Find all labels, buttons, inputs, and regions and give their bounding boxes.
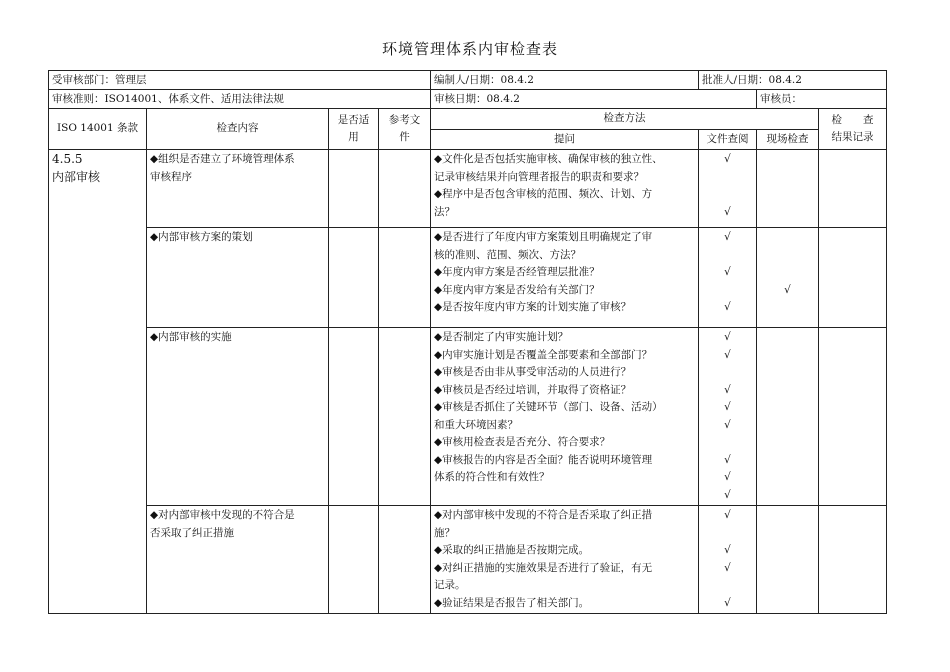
applicable-cell: [329, 506, 379, 614]
check-content-line: ◆组织是否建立了环境管理体系: [150, 153, 295, 165]
question-line: 记录。: [434, 579, 466, 591]
header-row-1: [49, 71, 887, 90]
question-line: [434, 487, 695, 505]
question-line: 记录审核结果并向管理者报告的职责和要求？: [434, 170, 644, 183]
question-line: ◆是否制定了内审实施计划？: [434, 331, 569, 343]
check-mark: [760, 151, 815, 169]
clause-cell: [49, 150, 147, 614]
question-line: ◆内审实施计划是否覆盖全部要素和全部部门？: [434, 348, 653, 361]
check-mark: [760, 329, 815, 347]
check-content-line: ◆对内部审核中发现的不符合是: [150, 509, 295, 521]
col-result-header: 检 查 结果记录: [819, 109, 887, 150]
check-mark: [702, 364, 753, 382]
auditor: 审核员：: [757, 90, 887, 109]
col-reference-header: 参考文 件: [379, 109, 431, 150]
applicable-cell: [329, 228, 379, 328]
question-line: ◆是否进行了年度内审方案策划且明确规定了审: [434, 231, 653, 243]
question-line: 施？: [434, 526, 455, 539]
check-content-cell: [147, 228, 329, 328]
question-line: ◆审核报告的内容是否全面？能否说明环境管理: [434, 453, 653, 466]
check-content-cell: [147, 150, 329, 228]
check-mark: √: [724, 348, 731, 361]
col-questions-header: 提问: [431, 129, 699, 150]
compiler-date: 编制人/日期：08.4.2: [431, 71, 699, 90]
check-mark: [760, 487, 815, 505]
questions-cell: [431, 506, 699, 614]
check-mark: [760, 434, 815, 452]
check-mark: √: [724, 596, 731, 609]
checklist-sections: [49, 150, 887, 614]
check-mark: [760, 595, 815, 613]
applicable-cell: [329, 328, 379, 506]
question-line: ◆审核员是否经过培训，并取得了资格证？: [434, 383, 632, 396]
questions-cell: [431, 150, 699, 228]
questions-cell: [431, 228, 699, 328]
col-doc-check-header: 文件查阅: [699, 129, 757, 150]
audit-criteria: 审核准则：ISO14001、体系文件、适用法律法规: [49, 90, 431, 109]
col-content-header: 检查内容: [147, 109, 329, 150]
check-mark: [760, 469, 815, 487]
check-content-line: 否采取了纠正措施: [150, 526, 234, 539]
result-cell: [819, 328, 887, 506]
column-header-row: [49, 109, 887, 130]
site-check-cell: [757, 328, 819, 506]
check-mark: [760, 264, 815, 282]
check-mark: √: [724, 383, 731, 396]
check-mark: [702, 525, 753, 543]
check-mark: [760, 542, 815, 560]
check-mark: [702, 282, 753, 300]
col-clause-header: ISO 14001 条款: [49, 109, 147, 150]
check-mark: [760, 347, 815, 365]
doc-check-cell: [699, 506, 757, 614]
question-line: ◆对内部审核中发现的不符合是否采取了纠正措: [434, 509, 653, 521]
reference-cell: [379, 506, 431, 614]
question-line: ◆文件化是否包括实施审核、确保审核的独立性、: [434, 153, 663, 165]
check-content-cell: [147, 506, 329, 614]
approver-date: 批准人/日期：08.4.2: [699, 71, 887, 90]
checklist-section-row: [49, 150, 887, 228]
checklist-section-row: [49, 506, 887, 614]
check-mark: √: [724, 471, 731, 483]
audit-checklist-table: [48, 70, 887, 614]
check-mark: √: [724, 266, 731, 278]
site-check-cell: [757, 506, 819, 614]
doc-check-cell: [699, 228, 757, 328]
reference-cell: [379, 150, 431, 228]
doc-check-cell: [699, 150, 757, 228]
doc-check-cell: [699, 328, 757, 506]
check-mark: √: [724, 153, 731, 165]
check-content-line: ◆内部审核方案的策划: [150, 231, 253, 243]
check-mark: √: [724, 418, 731, 431]
check-mark: √: [724, 544, 731, 556]
question-line: 法？: [434, 205, 455, 218]
checklist-section-row: [49, 228, 887, 328]
check-mark: [760, 247, 815, 265]
check-mark: √: [784, 283, 791, 296]
question-line: ◆程序中是否包含审核的范围、频次、计划、方: [434, 188, 653, 200]
check-mark: √: [724, 561, 731, 574]
question-line: ◆对纠正措施的实施效果是否进行了验证，有无: [434, 561, 653, 574]
check-mark: [702, 434, 753, 452]
check-content-line: ◆内部审核的实施: [150, 331, 232, 343]
check-mark: [760, 229, 815, 247]
site-check-cell: [757, 228, 819, 328]
question-line: ◆审核是否抓住了关键环节（部门、设备、活动）: [434, 401, 663, 413]
question-line: ◆采取的纠正措施是否按期完成。: [434, 544, 590, 556]
checklist-section-row: [49, 328, 887, 506]
question-line: ◆年度内审方案是否发给有关部门？: [434, 283, 600, 296]
check-content-cell: [147, 328, 329, 506]
check-mark: [760, 577, 815, 595]
check-mark: [702, 186, 753, 204]
header-row-2: [49, 90, 887, 109]
audited-department: 受审核部门：管理层: [49, 71, 431, 90]
check-mark: [702, 247, 753, 265]
question-line: 核的准则、范围、频次、方法？: [434, 248, 581, 261]
check-mark: √: [724, 205, 731, 218]
result-cell: [819, 228, 887, 328]
question-line: ◆是否按年度内审方案的计划实施了审核？: [434, 301, 632, 313]
check-content-line: 审核程序: [150, 170, 192, 183]
col-method-header: 检查方法: [431, 109, 819, 130]
result-cell: [819, 506, 887, 614]
check-mark: [760, 299, 815, 317]
applicable-cell: [329, 150, 379, 228]
reference-cell: [379, 328, 431, 506]
result-cell: [819, 150, 887, 228]
check-mark: [760, 204, 815, 222]
check-mark: [760, 507, 815, 525]
check-mark: [760, 399, 815, 417]
question-line: ◆审核用检查表是否充分、符合要求？: [434, 436, 611, 448]
check-mark: [760, 560, 815, 578]
check-mark: √: [724, 453, 731, 466]
check-mark: [760, 169, 815, 187]
check-mark: √: [724, 331, 731, 343]
col-site-check-header: 现场检查: [757, 129, 819, 150]
question-line: 和重大环境因素？: [434, 418, 518, 431]
questions-cell: [431, 328, 699, 506]
check-mark: √: [724, 509, 731, 521]
col-applicable-header: 是否适 用: [329, 109, 379, 150]
question-line: 体系的符合性和有效性？: [434, 471, 550, 483]
check-mark: [760, 452, 815, 470]
check-mark: [760, 417, 815, 435]
question-line: ◆年度内审方案是否经管理层批准？: [434, 266, 600, 278]
check-mark: [760, 525, 815, 543]
check-mark: [760, 186, 815, 204]
check-mark: [760, 382, 815, 400]
question-line: ◆审核是否由非从事受审活动的人员进行？: [434, 366, 632, 378]
check-mark: √: [724, 401, 731, 413]
check-mark: [702, 577, 753, 595]
site-check-cell: [757, 150, 819, 228]
audit-date: 审核日期：08.4.2: [431, 90, 757, 109]
check-mark: [760, 364, 815, 382]
reference-cell: [379, 228, 431, 328]
check-mark: √: [724, 488, 731, 501]
check-mark: √: [724, 231, 731, 243]
check-mark: √: [724, 301, 731, 313]
check-mark: [702, 169, 753, 187]
clause-name: 内部审核: [52, 169, 101, 184]
document-title: 环境管理体系内审检查表: [381, 40, 558, 58]
question-line: ◆验证结果是否报告了相关部门。: [434, 596, 590, 609]
clause-number: 4.5.5: [52, 152, 83, 166]
